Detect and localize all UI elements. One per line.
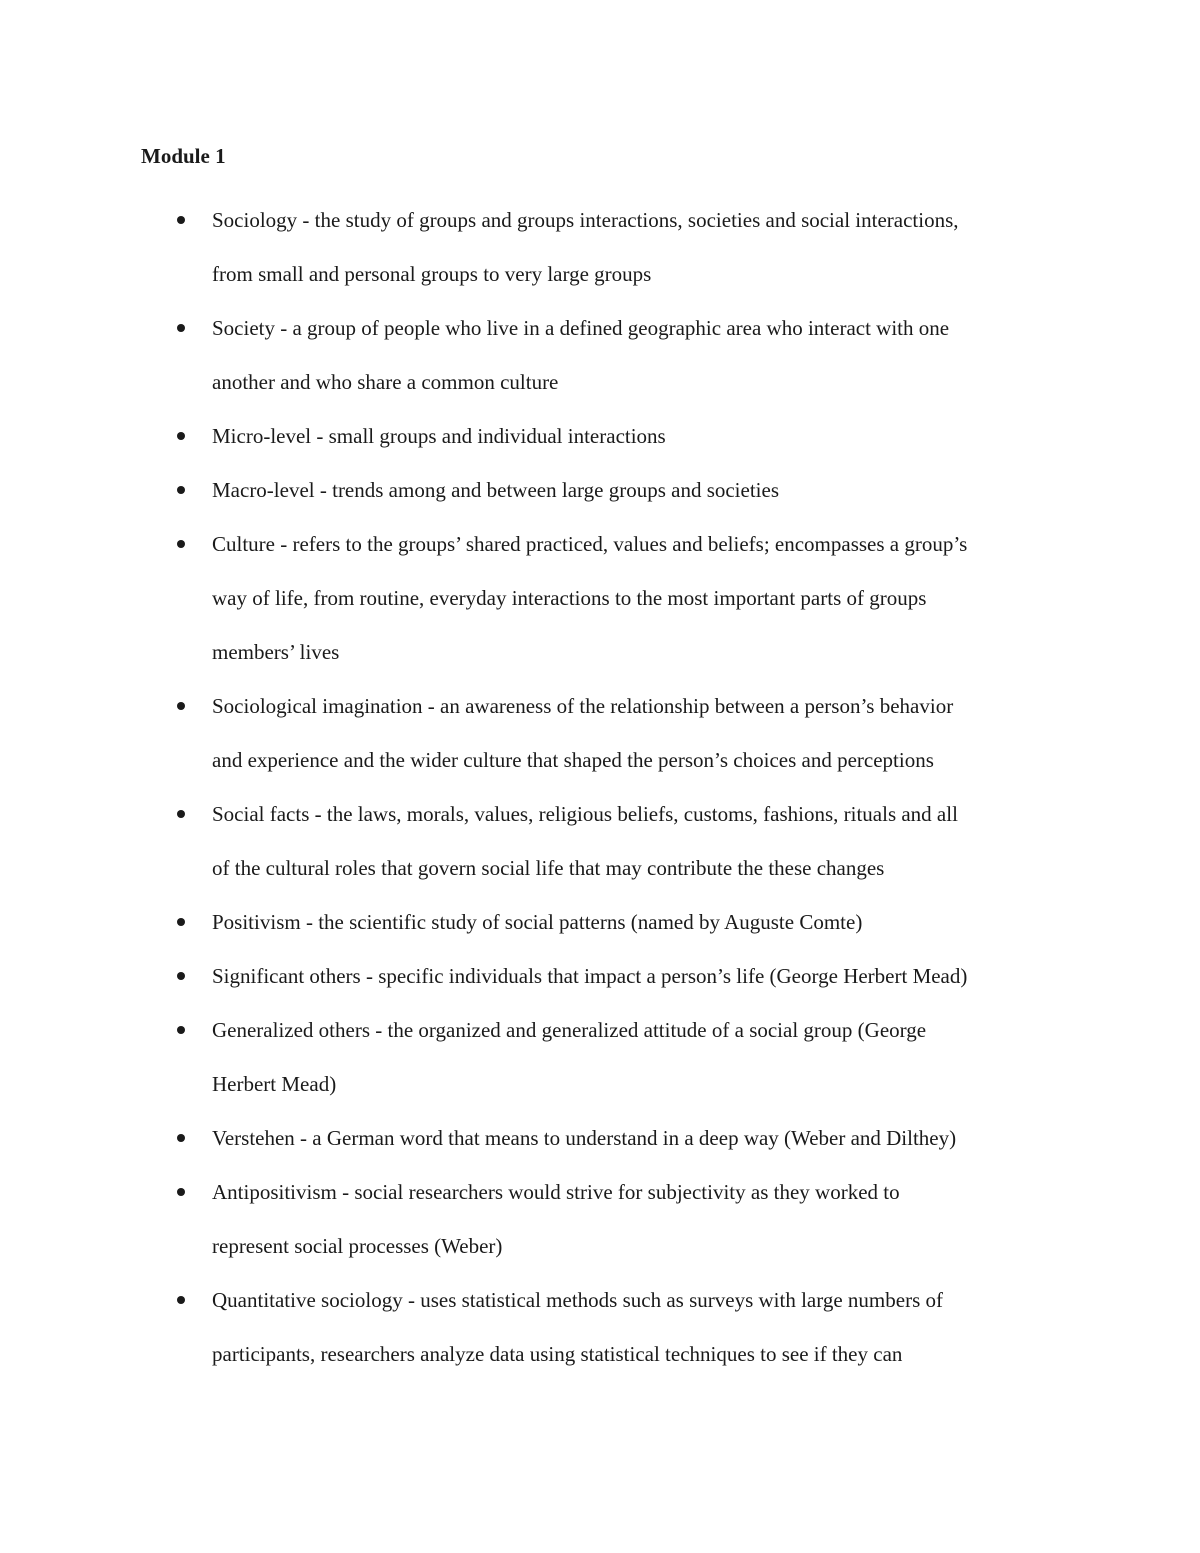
list-item-text-line: from small and personal groups to very large groups [212,262,652,286]
bullet-icon [177,216,185,224]
list-item [0,193,1200,301]
list-item [0,787,1200,895]
list-item-text-line: Culture - refers to the groups’ shared practiced, values and beliefs; encompasses a group’s [212,532,968,556]
list-item-text-line: members’ lives [212,640,340,664]
list-item-text-line: Positivism - the scientific study of social patterns (named by Auguste Comte) [212,910,863,934]
list-item [0,949,1200,1003]
list-item [0,517,1200,679]
bullet-icon [177,972,185,980]
bullet-icon [177,486,185,494]
list-item [0,679,1200,787]
list-item-text-line: Herbert Mead) [212,1072,337,1096]
bullet-icon [177,918,185,926]
list-item-text-line: and experience and the wider culture that shaped the person’s choices and perceptions [212,748,934,772]
list-item-text-line: way of life, from routine, everyday interactions to the most important parts of groups [212,586,927,610]
bullet-icon [177,432,185,440]
bullet-icon [177,1026,185,1034]
bullet-icon [177,702,185,710]
list-item-text-line: Significant others - specific individuals that impact a person’s life (George Herbert Mead) [212,964,968,988]
list-item-text-line: Quantitative sociology - uses statistical methods such as surveys with large numbers of [212,1288,943,1312]
list-item-text-line: another and who share a common culture [212,370,559,394]
list-item-text-line: Society - a group of people who live in a defined geographic area who interact with one [212,316,950,340]
list-item [0,301,1200,409]
term-list [0,193,1200,1381]
list-item-text-line: Sociology - the study of groups and groups interactions, societies and social interactions, [212,208,959,232]
list-item-text-line: Verstehen - a German word that means to understand in a deep way (Weber and Dilthey) [212,1126,957,1150]
bullet-icon [177,324,185,332]
bullet-icon [177,1134,185,1142]
list-item [0,1111,1200,1165]
list-item-text-line: of the cultural roles that govern social life that may contribute the these changes [212,856,885,880]
list-item [0,463,1200,517]
list-item-text-line: Sociological imagination - an awareness of the relationship between a person’s behavior [212,694,954,718]
page-title: Module 1 [141,144,226,168]
list-item-text-line: Social facts - the laws, morals, values, religious beliefs, customs, fashions, rituals and all [212,802,958,826]
list-item-text-line: Macro-level - trends among and between large groups and societies [212,478,779,502]
list-item-text-line: Antipositivism - social researchers would strive for subjectivity as they worked to [212,1180,900,1204]
list-item [0,895,1200,949]
bullet-icon [177,1188,185,1196]
bullet-icon [177,810,185,818]
list-item-text-line: represent social processes (Weber) [212,1234,503,1258]
list-item [0,1003,1200,1111]
list-item [0,1165,1200,1273]
list-item-text-line: Micro-level - small groups and individual interactions [212,424,666,448]
bullet-icon [177,1296,185,1304]
list-item [0,1273,1200,1381]
bullet-icon [177,540,185,548]
list-item-text-line: Generalized others - the organized and generalized attitude of a social group (George [212,1018,927,1042]
list-item [0,409,1200,463]
list-item-text-line: participants, researchers analyze data using statistical techniques to see if they can [212,1342,903,1366]
